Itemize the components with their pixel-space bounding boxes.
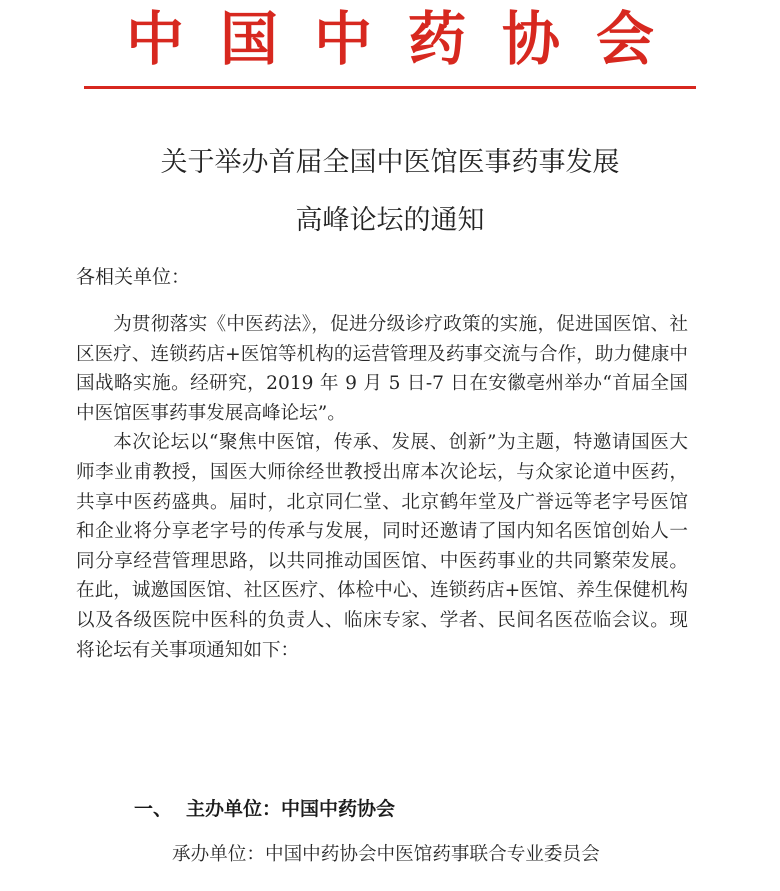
paragraph: 本次论坛以“聚焦中医馆，传承、发展、创新”为主题，特邀请国医大师李业甫教授，国医大师徐经世教授出席本次论坛，与众家论道中医药，共享中医药盛典。届时，北京同仁堂、北京鹤年堂及广誉远等老字号医馆和企业将分享老字号的传承与发展，同时还邀请了国内知名医馆创始人一同分享经营管理思路，以共同推动国医馆、中医药事业的共同繁荣发展。在此，诚邀国医馆、社区医疗、体检中心、连锁药店+医馆、养生保健机构以及各级医院中医科的负责人、临床专家、学者、民间名医莅临会议。现将论坛有关事项通知如下：: [76, 432, 688, 661]
paragraph: 为贯彻落实《中医药法》，促进分级诊疗政策的实施，促进国医馆、社区医疗、连锁药店+医馆等机构的运营管理及药事交流与合作，助力健康中国战略实施。经研究，2019 年 9 月 5 日-7 日在安徽亳州举办“首届全国中医馆医事药事发展高峰论坛”。: [76, 314, 688, 424]
section-number: 一、: [134, 798, 173, 820]
salutation: 各相关单位：: [76, 266, 191, 288]
body-text: [76, 310, 688, 665]
organization-name: 中国中药协会: [125, 5, 690, 73]
document-title-line-1: 关于举办首届全国中医馆医事药事发展: [160, 147, 620, 178]
section-heading-organizer: [134, 794, 395, 824]
header-divider: [84, 86, 696, 89]
organization-header: [0, 6, 780, 72]
section-label: 主办单位：中国中药协会: [186, 798, 396, 820]
co-organizer-line: 承办单位：中国中药协会中医馆药事联合专业委员会: [172, 844, 600, 865]
document-title-line-2: 高峰论坛的通知: [295, 205, 485, 236]
